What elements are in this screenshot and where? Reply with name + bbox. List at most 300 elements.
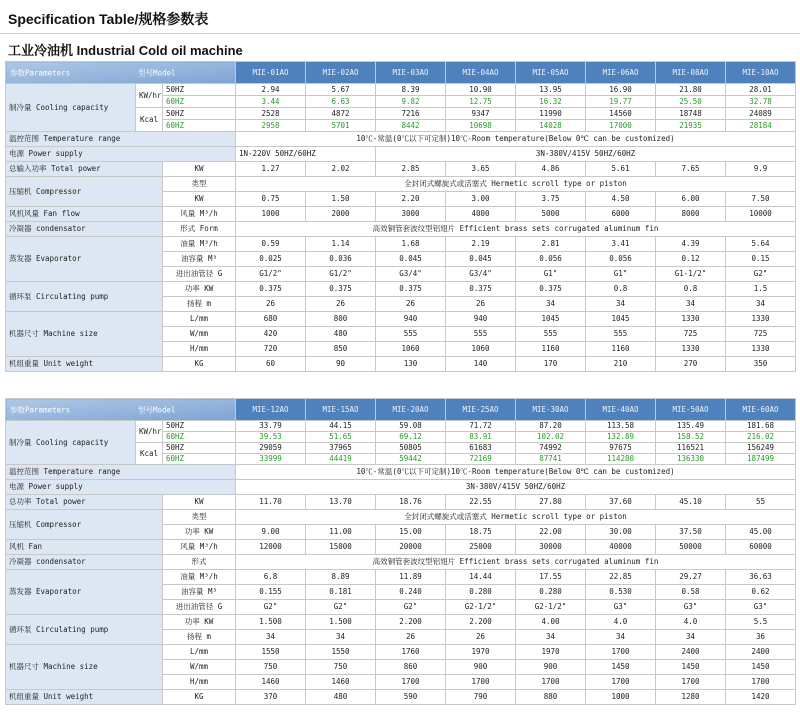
length-cell: 1550 <box>306 645 376 660</box>
cooling-kw-60hz-cell: 3.44 <box>236 96 306 108</box>
cooling-kw-50hz-cell: 135.49 <box>656 421 726 432</box>
cooling-kcal-50hz-cell: 24089 <box>726 108 796 120</box>
evaporator-pipe-cell: G3" <box>726 600 796 615</box>
power-supply-value: 3N-380V/415V 50HZ/60HZ <box>236 480 796 495</box>
evaporator-oil-capacity-cell: 0.045 <box>376 252 446 267</box>
cooling-kcal-50hz-cell: 7216 <box>376 108 446 120</box>
total-power-cell: 2.02 <box>306 162 376 177</box>
evaporator-oil-capacity-cell: 0.530 <box>586 585 656 600</box>
width-cell: 860 <box>376 660 446 675</box>
evaporator-oil-flow-cell: 3.41 <box>586 237 656 252</box>
temperature-range-label: 温控范围 Temperature range <box>6 132 236 147</box>
length-label: L/mm <box>163 645 236 660</box>
cooling-kcal-60hz-cell: 17000 <box>586 120 656 132</box>
page-title: Specification Table/规格参数表 <box>8 11 209 27</box>
total-power-label: 总输入功率 Total power <box>6 162 163 177</box>
cooling-kcal-60hz-cell: 59442 <box>376 454 446 465</box>
model-name: MIE-12AO <box>236 399 306 421</box>
width-cell: 555 <box>446 327 516 342</box>
evaporator-oil-flow-label: 油量 M³/h <box>163 237 236 252</box>
model-header: 型号Model <box>138 404 176 414</box>
model-name: MIE-05AO <box>516 62 586 84</box>
width-cell: 1450 <box>656 660 726 675</box>
machine-size-label: 机器尺寸 Machine size <box>6 645 163 690</box>
condenser-form-label: 形式 <box>163 555 236 570</box>
cooling-kw-50hz-cell: 8.39 <box>376 84 446 96</box>
height-cell: 1060 <box>376 342 446 357</box>
pump-lift-cell: 36 <box>726 630 796 645</box>
cooling-kw-60hz-cell: 12.75 <box>446 96 516 108</box>
evaporator-pipe-cell: G3" <box>586 600 656 615</box>
table-header-corner <box>6 399 236 421</box>
compressor-power-cell: 7.50 <box>726 192 796 207</box>
pump-lift-cell: 34 <box>586 630 656 645</box>
fan-flow-cell: 12000 <box>236 540 306 555</box>
unit-weight-label: 机组重量 Unit weight <box>6 357 163 372</box>
evaporator-pipe-cell: G3/4" <box>446 267 516 282</box>
kcal-unit: Kcal <box>136 108 163 132</box>
height-cell: 1700 <box>586 675 656 690</box>
width-cell: 900 <box>446 660 516 675</box>
total-power-cell: 13.70 <box>306 495 376 510</box>
height-cell: 1700 <box>376 675 446 690</box>
compressor-power-cell: 15.00 <box>376 525 446 540</box>
pump-power-cell: 1.500 <box>236 615 306 630</box>
table-header-corner <box>6 62 236 84</box>
cooling-kw-50hz-cell: 21.80 <box>656 84 726 96</box>
height-cell: 1460 <box>236 675 306 690</box>
fan-flow-cell: 2000 <box>306 207 376 222</box>
cooling-kcal-50hz-cell: 74992 <box>516 443 586 454</box>
evaporator-oil-capacity-cell: 0.155 <box>236 585 306 600</box>
pump-lift-cell: 34 <box>516 630 586 645</box>
width-cell: 555 <box>516 327 586 342</box>
pump-power-cell: 4.00 <box>516 615 586 630</box>
cooling-kw-50hz-cell: 113.58 <box>586 421 656 432</box>
parameters-header: 参数Parameters <box>10 67 71 77</box>
fan-flow-cell: 4000 <box>446 207 516 222</box>
model-name: MIE-20AO <box>376 399 446 421</box>
length-cell: 1330 <box>656 312 726 327</box>
evaporator-oil-capacity-label: 油容量 M³ <box>163 585 236 600</box>
cooling-kcal-60hz-cell: 87741 <box>516 454 586 465</box>
evaporator-pipe-label: 进出油管径 G <box>163 600 236 615</box>
cooling-kw-60hz-cell: 158.52 <box>656 432 726 443</box>
freq-50hz: 50HZ <box>163 443 236 454</box>
compressor-power-cell: 37.50 <box>656 525 726 540</box>
length-cell: 1550 <box>236 645 306 660</box>
compressor-power-label: KW <box>163 192 236 207</box>
cooling-kw-50hz-cell: 44.15 <box>306 421 376 432</box>
total-power-cell: 27.80 <box>516 495 586 510</box>
cooling-kcal-50hz-cell: 9347 <box>446 108 516 120</box>
cooling-kw-60hz-cell: 216.02 <box>726 432 796 443</box>
unit-weight-cell: 90 <box>306 357 376 372</box>
fan-flow-cell: 8000 <box>656 207 726 222</box>
cooling-kw-50hz-cell: 5.67 <box>306 84 376 96</box>
evaporator-oil-flow-cell: 14.44 <box>446 570 516 585</box>
compressor-power-cell: 45.00 <box>726 525 796 540</box>
total-power-cell: 7.65 <box>656 162 726 177</box>
fan-flow-cell: 50000 <box>656 540 726 555</box>
total-power-cell: 37.60 <box>586 495 656 510</box>
pump-power-cell: 1.5 <box>726 282 796 297</box>
total-power-cell: 4.86 <box>516 162 586 177</box>
model-name: MIE-25AO <box>446 399 516 421</box>
compressor-power-label: 功率 KW <box>163 525 236 540</box>
evaporator-oil-capacity-cell: 0.045 <box>446 252 516 267</box>
height-cell: 1700 <box>726 675 796 690</box>
compressor-power-cell: 3.00 <box>446 192 516 207</box>
pump-power-cell: 2.200 <box>446 615 516 630</box>
height-cell: 1160 <box>516 342 586 357</box>
cooling-kw-60hz-cell: 132.89 <box>586 432 656 443</box>
cooling-kcal-50hz-cell: 11990 <box>516 108 586 120</box>
fan-flow-cell: 20000 <box>376 540 446 555</box>
fan-flow-cell: 30000 <box>516 540 586 555</box>
cooling-kcal-60hz-cell: 8442 <box>376 120 446 132</box>
pump-lift-cell: 34 <box>656 297 726 312</box>
pump-power-cell: 0.375 <box>236 282 306 297</box>
evaporator-oil-flow-cell: 0.59 <box>236 237 306 252</box>
compressor-type-value: 全封闭式螺旋式或活塞式 Hermetic scroll type or piston <box>236 510 796 525</box>
compressor-label: 压缩机 Compressor <box>6 510 163 540</box>
evaporator-oil-flow-cell: 8.89 <box>306 570 376 585</box>
pump-lift-cell: 26 <box>446 297 516 312</box>
width-cell: 480 <box>306 327 376 342</box>
power-supply-single-phase: 1N-220V 50HZ/60HZ <box>236 147 376 162</box>
height-cell: 720 <box>236 342 306 357</box>
cooling-kcal-50hz-cell: 50805 <box>376 443 446 454</box>
power-supply-label: 电源 Power supply <box>6 480 236 495</box>
compressor-power-cell: 1.50 <box>306 192 376 207</box>
evaporator-oil-capacity-cell: 0.12 <box>656 252 726 267</box>
unit-weight-cell: 1280 <box>656 690 726 705</box>
cooling-kcal-60hz-cell: 2958 <box>236 120 306 132</box>
compressor-power-cell: 6.00 <box>656 192 726 207</box>
fan-flow-unit: 风量 M³/h <box>163 207 236 222</box>
cooling-kcal-60hz-cell: 10698 <box>446 120 516 132</box>
total-power-unit: KW <box>163 495 236 510</box>
total-power-cell: 9.9 <box>726 162 796 177</box>
model-name: MIE-03AO <box>376 62 446 84</box>
unit-weight-cell: 1000 <box>586 690 656 705</box>
kw-hr-unit: KW/hr <box>136 421 163 443</box>
section-title: 工业冷油机 Industrial Cold oil machine <box>8 43 243 58</box>
pump-power-cell: 5.5 <box>726 615 796 630</box>
fan-label: 风机 Fan <box>6 540 163 555</box>
evaporator-oil-capacity-cell: 0.036 <box>306 252 376 267</box>
condenser-form-value: 高效铜管套波纹型铝翅片 Efficient brass sets corrugated aluminum fin <box>236 222 796 237</box>
unit-weight-cell: 1420 <box>726 690 796 705</box>
height-cell: 1160 <box>586 342 656 357</box>
fan-label: 风机风量 Fan flow <box>6 207 163 222</box>
evaporator-pipe-cell: G1/2" <box>236 267 306 282</box>
evaporator-oil-flow-cell: 17.55 <box>516 570 586 585</box>
cooling-kcal-60hz-cell: 44419 <box>306 454 376 465</box>
pump-lift-cell: 34 <box>586 297 656 312</box>
model-name: MIE-01AO <box>236 62 306 84</box>
cooling-kcal-50hz-cell: 37965 <box>306 443 376 454</box>
width-cell: 1450 <box>726 660 796 675</box>
cooling-kcal-60hz-cell: 21935 <box>656 120 726 132</box>
pump-lift-label: 扬程 m <box>163 630 236 645</box>
freq-60hz: 60HZ <box>163 432 236 443</box>
length-cell: 2400 <box>726 645 796 660</box>
evaporator-pipe-cell: G2" <box>376 600 446 615</box>
height-cell: 1700 <box>516 675 586 690</box>
evaporator-pipe-cell: G2-1/2" <box>446 600 516 615</box>
pump-lift-cell: 34 <box>306 630 376 645</box>
width-label: W/mm <box>163 660 236 675</box>
cooling-kw-60hz-cell: 32.78 <box>726 96 796 108</box>
circulating-pump-label: 循环泵 Circulating pump <box>6 282 163 312</box>
pump-lift-cell: 26 <box>236 297 306 312</box>
total-power-cell: 5.61 <box>586 162 656 177</box>
pump-lift-cell: 26 <box>306 297 376 312</box>
condenser-label: 冷凝器 condensator <box>6 555 163 570</box>
fan-flow-cell: 5000 <box>516 207 586 222</box>
weight-unit: KG <box>163 690 236 705</box>
fan-flow-unit: 风量 M³/h <box>163 540 236 555</box>
compressor-label: 压缩机 Compressor <box>6 177 163 207</box>
model-name: MIE-06AO <box>586 62 656 84</box>
pump-lift-cell: 26 <box>446 630 516 645</box>
compressor-type-label: 类型 <box>163 177 236 192</box>
cooling-kw-60hz-cell: 51.65 <box>306 432 376 443</box>
total-power-cell: 3.65 <box>446 162 516 177</box>
fan-flow-cell: 3000 <box>376 207 446 222</box>
evaporator-oil-capacity-cell: 0.056 <box>586 252 656 267</box>
cooling-kw-60hz-cell: 9.82 <box>376 96 446 108</box>
fan-flow-cell: 15000 <box>306 540 376 555</box>
compressor-power-cell: 18.75 <box>446 525 516 540</box>
evaporator-oil-flow-cell: 6.8 <box>236 570 306 585</box>
cooling-kw-50hz-cell: 16.90 <box>586 84 656 96</box>
length-label: L/mm <box>163 312 236 327</box>
unit-weight-cell: 60 <box>236 357 306 372</box>
compressor-power-cell: 2.20 <box>376 192 446 207</box>
width-label: W/mm <box>163 327 236 342</box>
evaporator-oil-flow-cell: 36.63 <box>726 570 796 585</box>
cooling-kcal-60hz-cell: 33999 <box>236 454 306 465</box>
length-cell: 940 <box>376 312 446 327</box>
evaporator-oil-capacity-cell: 0.056 <box>516 252 586 267</box>
freq-60hz: 60HZ <box>163 120 236 132</box>
length-cell: 800 <box>306 312 376 327</box>
unit-weight-cell: 370 <box>236 690 306 705</box>
evaporator-pipe-cell: G3/4" <box>376 267 446 282</box>
length-cell: 1045 <box>516 312 586 327</box>
cooling-kw-60hz-cell: 39.53 <box>236 432 306 443</box>
pump-power-cell: 2.200 <box>376 615 446 630</box>
machine-size-label: 机器尺寸 Machine size <box>6 312 163 357</box>
temperature-range-value: 10℃-常温(0℃以下可定制)10℃-Room temperature(Below 0℃ can be customized) <box>236 132 796 147</box>
height-cell: 1700 <box>656 675 726 690</box>
evaporator-oil-flow-cell: 1.68 <box>376 237 446 252</box>
evaporator-oil-flow-cell: 11.89 <box>376 570 446 585</box>
pump-power-cell: 0.375 <box>446 282 516 297</box>
evaporator-pipe-cell: G1/2" <box>306 267 376 282</box>
pump-lift-cell: 26 <box>376 297 446 312</box>
evaporator-pipe-cell: G2-1/2" <box>516 600 586 615</box>
cooling-kw-50hz-cell: 33.79 <box>236 421 306 432</box>
evaporator-oil-flow-label: 油量 M³/h <box>163 570 236 585</box>
height-cell: 1060 <box>446 342 516 357</box>
cooling-kcal-50hz-cell: 61683 <box>446 443 516 454</box>
total-power-cell: 18.76 <box>376 495 446 510</box>
length-cell: 1700 <box>586 645 656 660</box>
evaporator-oil-flow-cell: 5.64 <box>726 237 796 252</box>
cooling-kcal-60hz-cell: 114280 <box>586 454 656 465</box>
compressor-power-cell: 30.00 <box>586 525 656 540</box>
unit-weight-label: 机组重量 Unit weight <box>6 690 163 705</box>
total-power-unit: KW <box>163 162 236 177</box>
compressor-power-cell: 3.75 <box>516 192 586 207</box>
model-name: MIE-50AO <box>656 399 726 421</box>
temperature-range-value: 10℃-常温(0℃以下可定制)10℃-Room temperature(Below 0℃ can be customized) <box>236 465 796 480</box>
title-divider <box>0 33 800 34</box>
cooling-kw-60hz-cell: 102.02 <box>516 432 586 443</box>
compressor-power-cell: 11.00 <box>306 525 376 540</box>
total-power-cell: 22.55 <box>446 495 516 510</box>
cooling-kw-50hz-cell: 59.08 <box>376 421 446 432</box>
model-name: MIE-15AO <box>306 399 376 421</box>
unit-weight-cell: 170 <box>516 357 586 372</box>
fan-flow-cell: 1000 <box>236 207 306 222</box>
cooling-kw-50hz-cell: 28.01 <box>726 84 796 96</box>
evaporator-oil-flow-cell: 4.39 <box>656 237 726 252</box>
cooling-kw-60hz-cell: 6.63 <box>306 96 376 108</box>
freq-50hz: 50HZ <box>163 108 236 120</box>
total-power-cell: 1.27 <box>236 162 306 177</box>
circulating-pump-label: 循环泵 Circulating pump <box>6 615 163 645</box>
width-cell: 420 <box>236 327 306 342</box>
width-cell: 555 <box>586 327 656 342</box>
unit-weight-cell: 480 <box>306 690 376 705</box>
height-label: H/mm <box>163 675 236 690</box>
cooling-kw-60hz-cell: 83.91 <box>446 432 516 443</box>
pump-power-cell: 0.375 <box>376 282 446 297</box>
height-cell: 850 <box>306 342 376 357</box>
pump-lift-cell: 34 <box>656 630 726 645</box>
spec-table-2 <box>5 398 796 705</box>
parameters-header: 参数Parameters <box>10 404 71 414</box>
cooling-kcal-60hz-cell: 136330 <box>656 454 726 465</box>
cooling-kw-60hz-cell: 19.77 <box>586 96 656 108</box>
compressor-type-label: 类型 <box>163 510 236 525</box>
model-name: MIE-30AO <box>516 399 586 421</box>
cooling-capacity-label: 制冷量 Cooling capacity <box>6 84 136 132</box>
evaporator-oil-flow-cell: 2.19 <box>446 237 516 252</box>
total-power-label: 总功率 Total power <box>6 495 163 510</box>
compressor-power-cell: 22.00 <box>516 525 586 540</box>
cooling-kw-50hz-cell: 10.90 <box>446 84 516 96</box>
cooling-kw-50hz-cell: 71.72 <box>446 421 516 432</box>
evaporator-pipe-cell: G1" <box>586 267 656 282</box>
evaporator-pipe-cell: G1-1/2" <box>656 267 726 282</box>
unit-weight-cell: 270 <box>656 357 726 372</box>
height-cell: 1330 <box>726 342 796 357</box>
pump-lift-cell: 34 <box>726 297 796 312</box>
evaporator-oil-capacity-cell: 0.240 <box>376 585 446 600</box>
cooling-kcal-60hz-cell: 14028 <box>516 120 586 132</box>
evaporator-oil-capacity-cell: 0.280 <box>516 585 586 600</box>
width-cell: 900 <box>516 660 586 675</box>
model-name: MIE-04AO <box>446 62 516 84</box>
evaporator-oil-capacity-cell: 0.181 <box>306 585 376 600</box>
model-name: MIE-02AO <box>306 62 376 84</box>
length-cell: 940 <box>446 312 516 327</box>
cooling-kcal-50hz-cell: 116521 <box>656 443 726 454</box>
length-cell: 1045 <box>586 312 656 327</box>
unit-weight-cell: 140 <box>446 357 516 372</box>
power-supply-three-phase: 3N-380V/415V 50HZ/60HZ <box>376 147 796 162</box>
evaporator-oil-capacity-label: 油容量 M³ <box>163 252 236 267</box>
width-cell: 555 <box>376 327 446 342</box>
height-cell: 1700 <box>446 675 516 690</box>
cooling-kcal-60hz-cell: 5701 <box>306 120 376 132</box>
unit-weight-cell: 130 <box>376 357 446 372</box>
unit-weight-cell: 590 <box>376 690 446 705</box>
pump-power-cell: 0.8 <box>656 282 726 297</box>
width-cell: 750 <box>236 660 306 675</box>
evaporator-pipe-cell: G2" <box>236 600 306 615</box>
pump-power-cell: 4.0 <box>656 615 726 630</box>
evaporator-oil-capacity-cell: 0.58 <box>656 585 726 600</box>
compressor-power-cell: 4.50 <box>586 192 656 207</box>
compressor-type-value: 全封闭式螺旋式或活塞式 Hermetic scroll type or piston <box>236 177 796 192</box>
model-name: MIE-60AO <box>726 399 796 421</box>
kcal-unit: Kcal <box>136 443 163 465</box>
unit-weight-cell: 210 <box>586 357 656 372</box>
cooling-kcal-60hz-cell: 28184 <box>726 120 796 132</box>
evaporator-oil-flow-cell: 2.81 <box>516 237 586 252</box>
fan-flow-cell: 6000 <box>586 207 656 222</box>
cooling-kcal-50hz-cell: 156249 <box>726 443 796 454</box>
fan-flow-cell: 60000 <box>726 540 796 555</box>
length-cell: 1760 <box>376 645 446 660</box>
width-cell: 725 <box>726 327 796 342</box>
evaporator-oil-capacity-cell: 0.15 <box>726 252 796 267</box>
height-label: H/mm <box>163 342 236 357</box>
evaporator-label: 蒸发器 Evaporator <box>6 237 163 282</box>
cooling-kcal-50hz-cell: 4872 <box>306 108 376 120</box>
pump-lift-cell: 34 <box>236 630 306 645</box>
condenser-form-value: 高效铜管套波纹型铝翅片 Efficient brass sets corrugated aluminum fin <box>236 555 796 570</box>
evaporator-pipe-cell: G1" <box>516 267 586 282</box>
compressor-power-cell: 9.00 <box>236 525 306 540</box>
fan-flow-cell: 40000 <box>586 540 656 555</box>
cooling-kw-50hz-cell: 181.68 <box>726 421 796 432</box>
evaporator-pipe-cell: G2" <box>726 267 796 282</box>
evaporator-pipe-cell: G3" <box>656 600 726 615</box>
total-power-cell: 11.70 <box>236 495 306 510</box>
compressor-power-cell: 0.75 <box>236 192 306 207</box>
evaporator-oil-flow-cell: 22.85 <box>586 570 656 585</box>
evaporator-oil-capacity-cell: 0.025 <box>236 252 306 267</box>
cooling-kcal-60hz-cell: 72169 <box>446 454 516 465</box>
height-cell: 1460 <box>306 675 376 690</box>
unit-weight-cell: 350 <box>726 357 796 372</box>
model-name: MIE-08AO <box>656 62 726 84</box>
cooling-kw-60hz-cell: 25.50 <box>656 96 726 108</box>
pump-power-cell: 1.500 <box>306 615 376 630</box>
fan-flow-cell: 25000 <box>446 540 516 555</box>
height-cell: 1330 <box>656 342 726 357</box>
model-name: MIE-10AO <box>726 62 796 84</box>
length-cell: 680 <box>236 312 306 327</box>
